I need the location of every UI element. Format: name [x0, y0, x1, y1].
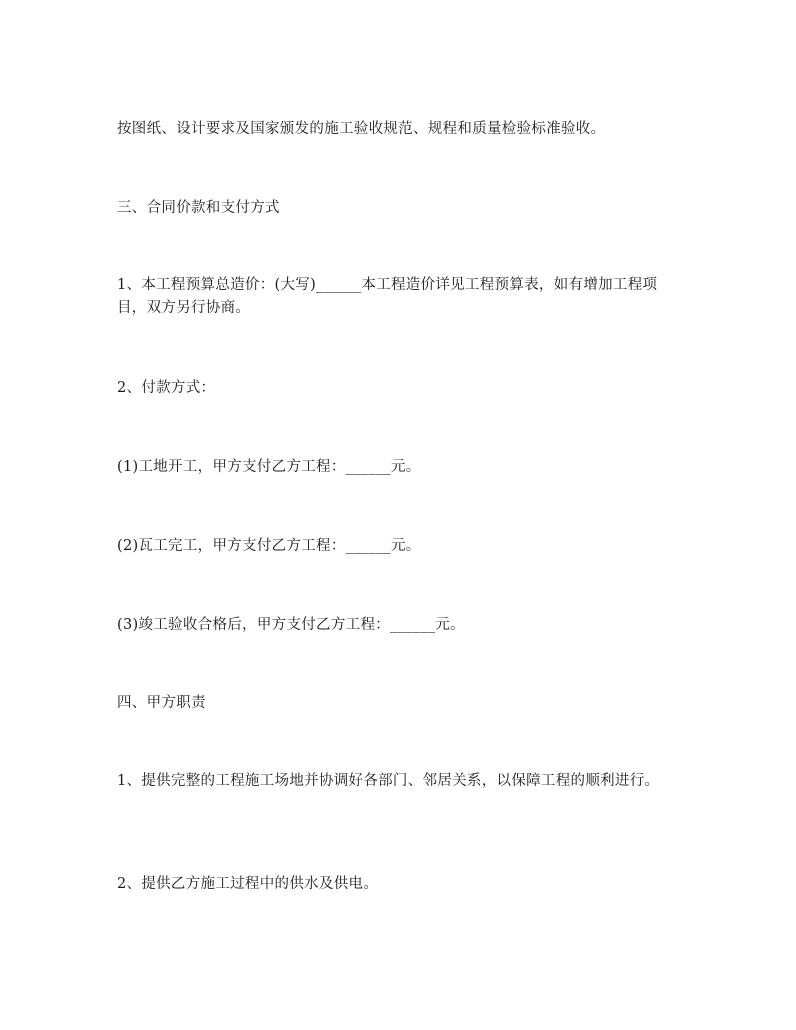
paragraph-payment-site-start: (1)工地开工，甲方支付乙方工程：______元。 — [117, 459, 421, 475]
paragraph-duty-site-coordination: 1、提供完整的工程施工场地并协调好各部门、邻居关系，以保障工程的顺利进行。 — [117, 773, 660, 789]
section-four-heading: 四、甲方职责 — [117, 695, 206, 711]
paragraph-duty-water-power: 2、提供乙方施工过程中的供水及供电。 — [117, 876, 379, 892]
paragraph-acceptance-standard: 按图纸、设计要求及国家颁发的施工验收规范、规程和质量检验标准验收。 — [117, 121, 606, 137]
paragraph-payment-method: 2、付款方式： — [117, 380, 216, 396]
section-three-heading: 三、合同价款和支付方式 — [117, 200, 280, 216]
paragraph-payment-tile-complete: (2)瓦工完工，甲方支付乙方工程：______元。 — [117, 538, 421, 554]
paragraph-budget-total-price: 1、本工程预算总造价：(大写)______本工程造价详见工程预算表，如有增加工程项目，双方另行协商。 — [117, 277, 658, 316]
paragraph-payment-final-acceptance: (3)竣工验收合格后，甲方支付乙方工程：______元。 — [117, 617, 465, 633]
